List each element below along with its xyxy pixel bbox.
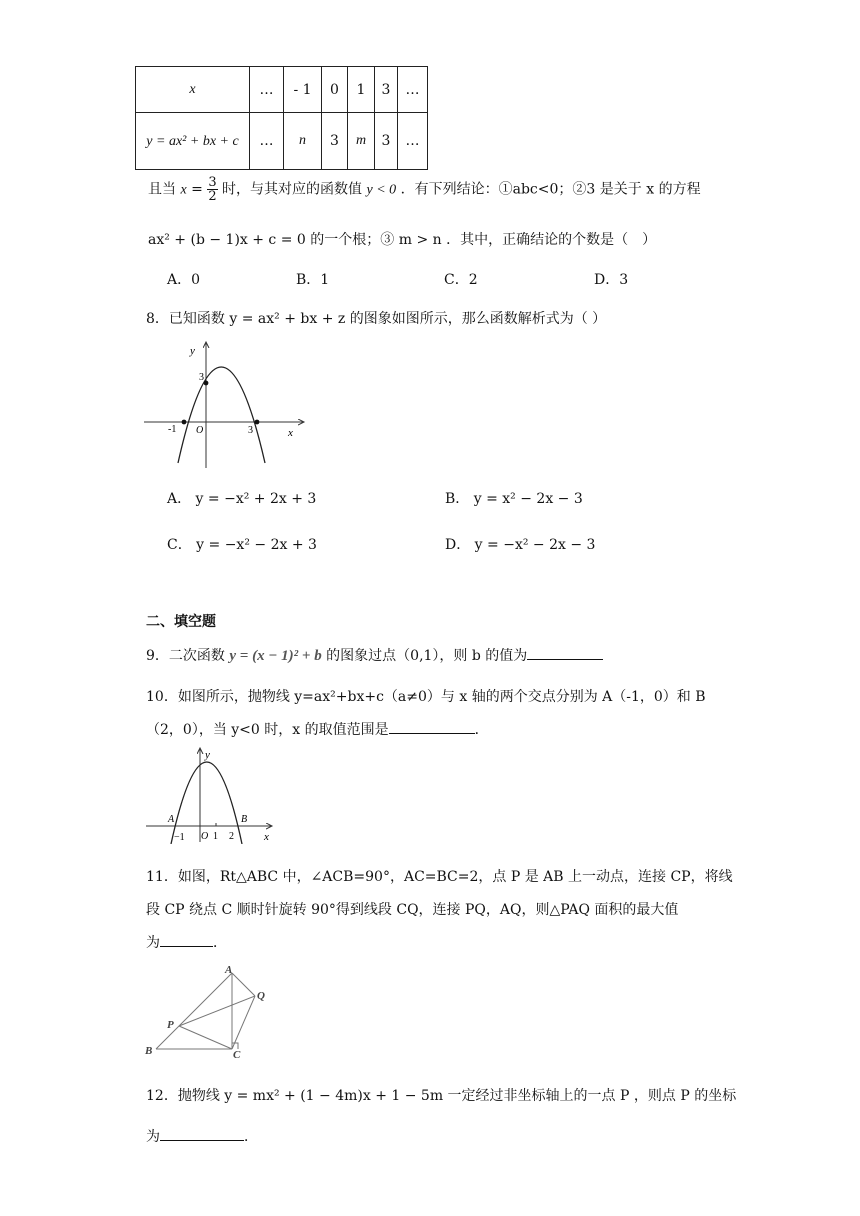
q7-option-b: B．1 bbox=[296, 272, 330, 288]
q9-formula: y = (x − 1)² + b bbox=[229, 648, 322, 664]
table-cell: m bbox=[348, 113, 375, 170]
tick-1: 1 bbox=[213, 831, 218, 842]
table-cell: - 1 bbox=[284, 67, 322, 113]
label-q: Q bbox=[257, 990, 265, 1002]
table-row bbox=[136, 113, 428, 170]
q10-answer-blank bbox=[389, 719, 475, 734]
parabola-curve bbox=[178, 367, 265, 463]
q8-option-c: C． y = −x² − 2x + 3 bbox=[167, 537, 317, 553]
segment-cp bbox=[179, 1026, 232, 1049]
q8-option-a: A． y = −x² + 2x + 3 bbox=[167, 491, 317, 507]
point-y3 bbox=[204, 381, 209, 386]
point-a-label: A bbox=[168, 814, 175, 825]
table-row bbox=[136, 67, 428, 113]
q12-line1: 12．抛物线 y = mx² + (1 − 4m)x + 1 − 5m 一定经过非坐标轴上的一点 P ，则点 P 的坐标 bbox=[146, 1088, 737, 1104]
table-cell: n bbox=[284, 113, 322, 170]
origin-label: O bbox=[201, 831, 209, 842]
q11-line3: 为 ． bbox=[146, 932, 227, 952]
table-cell: … bbox=[250, 67, 284, 113]
q7-option-a: A．0 bbox=[167, 272, 201, 288]
table-cell: … bbox=[398, 113, 428, 170]
label-p: P bbox=[167, 1019, 174, 1031]
q11-triangle-figure bbox=[142, 962, 274, 1060]
q9-answer-blank bbox=[527, 645, 603, 660]
table-cell: … bbox=[250, 113, 284, 170]
q7-option-d: D．3 bbox=[594, 272, 629, 288]
table-cell: 0 bbox=[322, 67, 348, 113]
table-cell: 3 bbox=[375, 113, 398, 170]
x-label: x bbox=[264, 831, 269, 843]
tick-neg1: −1 bbox=[174, 832, 185, 843]
tick-y3: 3 bbox=[199, 372, 204, 383]
table-cell: 1 bbox=[348, 67, 375, 113]
label-c: C bbox=[233, 1049, 241, 1060]
q7-option-c: C．2 bbox=[444, 272, 478, 288]
table-header-x: x bbox=[136, 67, 250, 113]
table-header-y: y = ax² + bx + c bbox=[136, 113, 250, 170]
segment-aq bbox=[232, 973, 255, 996]
q12-answer-blank bbox=[160, 1126, 244, 1141]
q10-line1: 10．如图所示，抛物线 y=ax²+bx+c（a≠0）与 x 轴的两个交点分别为 A（-1，0）和 B bbox=[146, 689, 706, 705]
q10-line2: （2，0），当 y<0 时，x 的取值范围是 ． bbox=[146, 719, 489, 739]
y-label: y bbox=[205, 749, 210, 761]
q8-option-d: D． y = −x² − 2x − 3 bbox=[445, 537, 596, 553]
q9-line: 9．二次函数 y = (x − 1)² + b 的图象过点（0,1），则 b 的值为 bbox=[146, 645, 603, 665]
y-label: y bbox=[190, 345, 195, 357]
q7-line1: 且当 x = $\frac{3}{2}$ 时，与其对应的函数值 y < 0 ．有下列结论：①abc<0；②3 是关于 x 的方程 bbox=[148, 175, 701, 204]
q8-stem: 8．已知函数 y = ax² + bx + z 的图象如图所示，那么函数解析式为（ ） bbox=[146, 311, 607, 327]
value-table bbox=[135, 66, 428, 170]
tick-x3: 3 bbox=[248, 425, 253, 436]
q12-line2: 为 ． bbox=[146, 1126, 258, 1146]
fraction-three-halves: $\frac{3}{2}$ bbox=[208, 175, 217, 204]
origin-label: O bbox=[196, 425, 204, 436]
tick-2: 2 bbox=[229, 831, 234, 842]
x-label: x bbox=[288, 427, 293, 439]
label-b: B bbox=[145, 1045, 153, 1057]
table-cell: … bbox=[398, 67, 428, 113]
q7-line2: ax² + (b − 1)x + c = 0 的一个根；③ m > n ．其中，正确结论的个数是（ ） bbox=[148, 232, 657, 248]
q10-parabola-graph bbox=[144, 744, 276, 844]
q11-answer-blank bbox=[160, 932, 213, 947]
q8-parabola-graph bbox=[140, 338, 310, 473]
q8-option-b: B． y = x² − 2x − 3 bbox=[445, 491, 583, 507]
point-neg1 bbox=[182, 420, 187, 425]
table-cell: 3 bbox=[322, 113, 348, 170]
q11-line1: 11．如图，Rt△ABC 中，∠ACB=90°，AC=BC=2，点 P 是 AB 上一动点，连接 CP，将线 bbox=[146, 869, 733, 885]
q11-line2: 段 CP 绕点 C 顺时针旋转 90°得到线段 CQ，连接 PQ，AQ，则△PAQ 面积的最大值 bbox=[146, 902, 679, 918]
point-x3 bbox=[255, 420, 260, 425]
table-cell: 3 bbox=[375, 67, 398, 113]
point-b-label: B bbox=[241, 814, 248, 825]
section-heading: 二、填空题 bbox=[146, 614, 216, 630]
segment-ab bbox=[156, 973, 232, 1049]
tick-neg1: -1 bbox=[168, 424, 177, 435]
label-a: A bbox=[225, 964, 233, 976]
